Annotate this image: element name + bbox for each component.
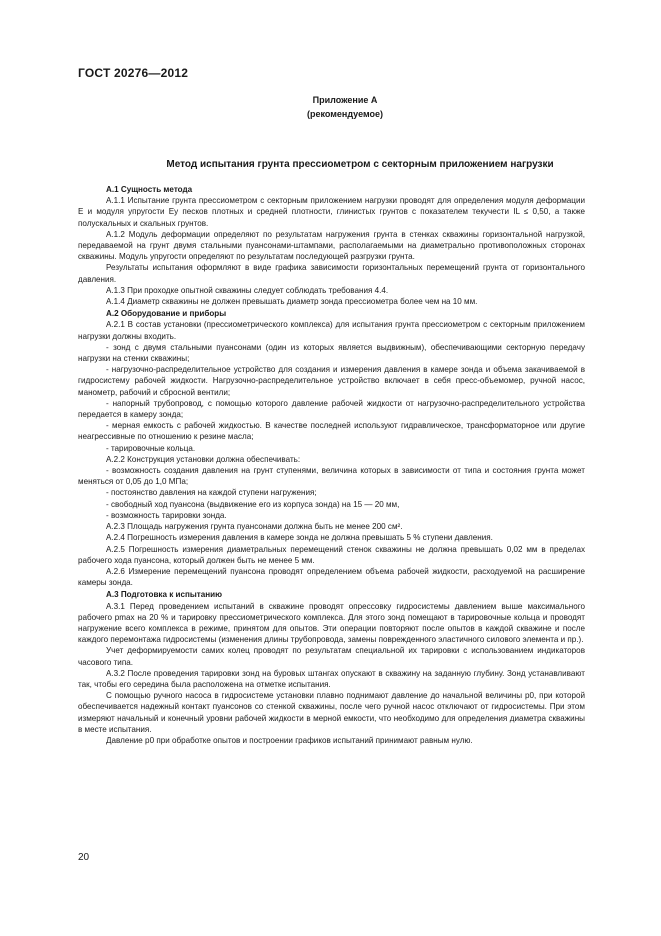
paragraph: - свободный ход пуансона (выдвижение его из корпуса зонда) на 15 — 20 мм, (106, 499, 400, 509)
paragraph: - нагрузочно-распределительное устройство для создания и измерения давления в камере зонда и объема закачиваемой в гидросистему рабочей жидкости. Нагрузочно-распределительное устройство включает в себя пресс-объемомер, ручной насос, манометр, рабочий и сбросной вентили; (78, 365, 585, 397)
appendix-title: Приложение А (312, 95, 378, 105)
document-code: ГОСТ 20276—2012 (78, 66, 189, 80)
paragraph: А.1.2 Модуль деформации определяют по результатам нагружения грунта в стенках скважины горизонтальной нагрузкой, передаваемой на грунт двумя стальными пуансонами-штампами, располагаемыми на диаметрально противоположных сторонах скважины. Модуль упругости определяют по результатам последующей разгрузки грунта. (78, 229, 585, 262)
paragraph: А.2.3 Площадь нагружения грунта пуансонами должна быть не менее 200 см². (106, 522, 403, 532)
paragraph: - тарировочные кольца. (106, 443, 196, 453)
paragraph: С помощью ручного насоса в гидросистеме установки плавно поднимают давление до начальной величины p0, при которой обеспечивается надежный контакт пуансонов со стенкой скважины, после чего ручной насос отключают от гидросистемы. При этом измеряют начальный и конечный уровни рабочей жидкости в мерной емкости, что необходимо для определения диаметра скважины в месте испытания. (78, 691, 585, 734)
appendix-status: (рекомендуемое) (307, 109, 383, 119)
paragraph: Учет деформируемости самих колец проводят по результатам специальной их тарировки с использованием индикаторов часового типа. (78, 646, 585, 667)
paragraph: А.2.1 В состав установки (прессиометрического комплекса) для испытания грунта прессиометром с секторным приложением нагрузки должны входить. (78, 320, 585, 341)
paragraph: А.1.4 Диаметр скважины не должен превышать диаметр зонда прессиометра более чем на 10 мм. (106, 297, 478, 307)
paragraph: А.2.2 Конструкция установки должна обеспечивать: (106, 454, 301, 464)
section-heading: А.3 Подготовка к испытанию (106, 590, 223, 600)
document-body (78, 183, 585, 746)
section-heading: А.1 Сущность метода (106, 185, 193, 194)
paragraph: А.2.5 Погрешность измерения диаметральных перемещений стенок скважины не должна превышать 0,02 мм в пределах рабочего хода пуансона, который должен быть не менее 5 мм. (78, 544, 585, 565)
paragraph: А.3.1 Перед проведением испытаний в скважине проводят опрессовку гидросистемы давлением выше максимального рабочего pmax на 20 % и тарировку прессиометрического комплекса. Для этого зонд помещают в тарировочные кольца и проводят нагружение всего комплекса в режиме, принятом для опытов. Эти операции повторяют после опытов в каждой скважине и после каждого перемонтажа гидросистемы (изменения длины трубопровода, замены поврежденного эластичного силового элемента и пр.). (78, 601, 585, 645)
paragraph: - возможность тарировки зонда. (106, 510, 227, 520)
paragraph: Результаты испытания оформляют в виде графика зависимости горизонтальных перемещений грунта от горизонтального давления. (78, 263, 585, 284)
paragraph: А.3.2 После проведения тарировки зонд на буровых штангах опускают в скважину на заданную глубину. Зонд устанавливают так, чтобы его середина была расположена на отметке испытания. (78, 668, 585, 689)
paragraph: - зонд с двумя стальными пуансонами (один из которых является выдвижным), обеспечивающими секторную передачу нагрузки на стенки скважины; (78, 342, 585, 364)
section-heading: А.2 Оборудование и приборы (106, 309, 227, 319)
paragraph: - постоянство давления на каждой ступени нагружения; (106, 488, 317, 498)
paragraph: А.1.1 Испытание грунта прессиометром с секторным приложением нагрузки проводят для определения модуля деформации E и модуля упругости Ey песков плотных и средней плотности, глинистых грунтов с показателем текучести IL ≤ 0,50, а также полускальных и скальных грунтов. (78, 196, 585, 228)
paragraph: А.2.4 Погрешность измерения давления в камере зонда не должна превышать 5 % ступени давления. (106, 533, 493, 543)
paragraph: А.2.6 Измерение перемещений пуансона проводят определением объема рабочей жидкости, расходуемой на расширение камеры зонда. (78, 566, 585, 588)
paragraph: А.1.3 При проходке опытной скважины следует соблюдать требования 4.4. (106, 285, 389, 295)
page-number: 20 (78, 852, 90, 863)
paragraph: - напорный трубопровод, с помощью которого давление рабочей жидкости от нагрузочно-распределительного устройства передается в камеру зонда; (78, 398, 585, 420)
method-title: Метод испытания грунта прессиометром с секторным приложением нагрузки (166, 159, 554, 170)
paragraph: - мерная емкость с рабочей жидкостью. В качестве последней используют гидравлическое, трансформаторное или другие неагрессивные по отношению к резине масла; (78, 421, 585, 442)
paragraph: Давление p0 при обработке опытов и построении графиков испытаний принимают равным нулю. (106, 735, 473, 745)
paragraph: - возможность создания давления на грунт ступенями, величина которых в зависимости от типа и состояния грунта может меняться от 0,05 до 1,0 МПа; (78, 466, 585, 487)
